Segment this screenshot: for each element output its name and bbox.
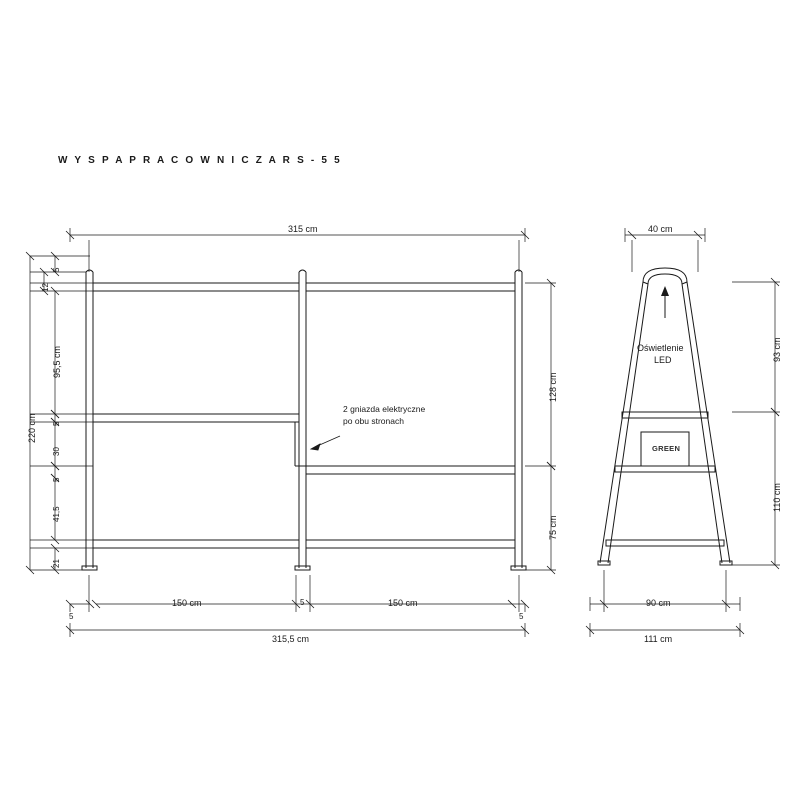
dim-front-bottom-total: 315,5 cm [272, 634, 310, 644]
dim-side-bottom-111: 111 cm [644, 634, 673, 644]
dim-front-left-21: 21 [52, 559, 61, 568]
front-view-structure [82, 270, 526, 570]
outlet-annotation-line2: po obu stronach [343, 416, 404, 426]
outlet-annotation-line1: 2 gniazda elektryczne [343, 404, 426, 414]
dim-front-bottom-5-right: 5 [519, 612, 524, 621]
dim-front-right-75: 75 cm [548, 515, 558, 540]
dim-front-left-12: 12 [41, 283, 50, 292]
dim-front-left-total-220: 220 cm [27, 413, 37, 443]
led-label-line2: LED [654, 355, 672, 365]
dim-side-top-width: 40 cm [648, 224, 673, 234]
dim-front-bottom-150-left: 150 cm [172, 598, 202, 608]
dim-front-left-30: 30 [52, 447, 61, 456]
dim-front-bottom-5-left: 5 [69, 612, 74, 621]
dim-side-bottom-90: 90 cm [646, 598, 671, 608]
led-label-line1: Oświetlenie [637, 343, 684, 353]
dim-front-left-5b: 5 [52, 421, 61, 426]
dim-side-right-93: 93 cm [772, 337, 782, 362]
dim-front-top-width: 315 cm [288, 224, 318, 234]
dim-side-right-110: 110 cm [772, 483, 782, 512]
dim-front-right-128: 128 cm [548, 372, 558, 402]
front-view-dimension-lines [26, 228, 556, 637]
side-view-structure [598, 268, 732, 565]
page-title: W Y S P A P R A C O W N I C Z A R S - 5 5 [58, 155, 342, 166]
dim-front-bottom-150-right: 150 cm [388, 598, 418, 608]
dim-front-left-955: 95,5 cm [52, 345, 62, 378]
dim-front-left-415: 41,5 [52, 506, 61, 522]
dim-front-left-5a: 5 [52, 267, 61, 272]
dim-front-bottom-5-mid: 5 [300, 598, 305, 607]
dim-front-left-5c: 5 [52, 477, 61, 482]
outlet-annotation-leader [311, 436, 340, 450]
green-panel-label: GREEN [652, 444, 681, 453]
